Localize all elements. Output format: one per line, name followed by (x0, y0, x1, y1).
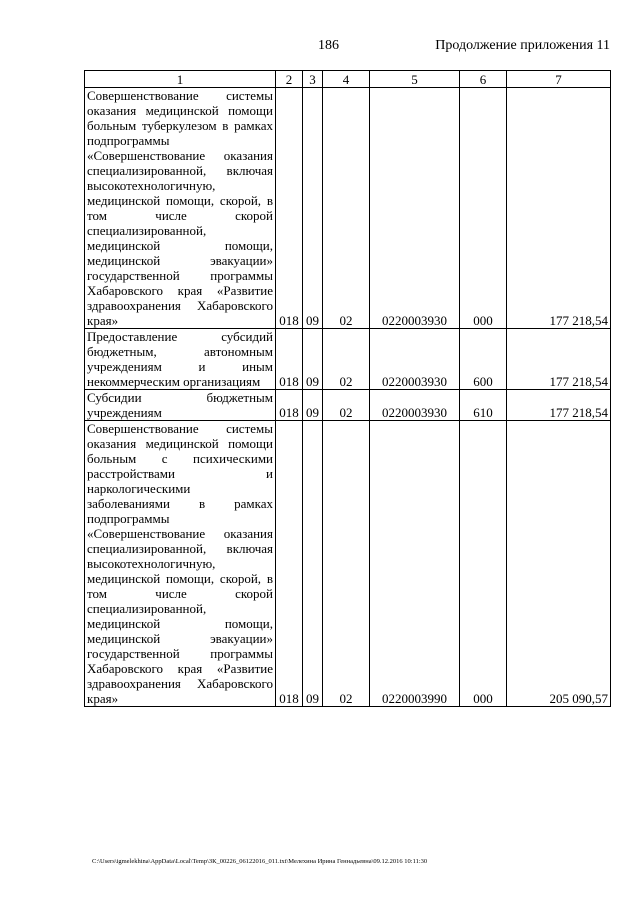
col-header-5: 5 (370, 71, 460, 88)
row-target-code: 0220003930 (370, 88, 460, 329)
row-section-code: 09 (303, 88, 323, 329)
row-name: Совершенствование системы оказания медицинской помощи больным туберкулезом в рамках подпрограммы «Совершенствование оказания специализированной, включая высокотехнологичную, медицинской помощи, скорой, в том числе скорой специализированной, медицинской помощи, медицинской эвакуации» государственной программы Хабаровского края «Развитие здравоохранения Хабаровского края» (85, 88, 276, 329)
page-number: 186 (318, 38, 339, 53)
table-row (85, 421, 611, 707)
row-expense-type: 600 (460, 329, 507, 390)
row-expense-type: 000 (460, 88, 507, 329)
row-subsection-code: 02 (323, 88, 370, 329)
col-header-6: 6 (460, 71, 507, 88)
row-name: Субсидии бюджетным учреждениям (85, 390, 276, 421)
row-target-code: 0220003930 (370, 390, 460, 421)
row-target-code: 0220003990 (370, 421, 460, 707)
row-subsection-code: 02 (323, 421, 370, 707)
row-expense-type: 000 (460, 421, 507, 707)
row-expense-type: 610 (460, 390, 507, 421)
table-row (85, 390, 611, 421)
row-subsection-code: 02 (323, 390, 370, 421)
row-section-code: 09 (303, 329, 323, 390)
row-name: Совершенствование системы оказания медицинской помощи больным с психическими расстройствами и наркологическими заболеваниями в рамках подпрограммы «Совершенствование оказания специализированной, включая высокотехнологичную, медицинской помощи, скорой, в том числе скорой специализированной, медицинской помощи, медицинской эвакуации» государственной программы Хабаровского края «Развитие здравоохранения Хабаровского края» (85, 421, 276, 707)
col-header-1: 1 (85, 71, 276, 88)
col-header-4: 4 (323, 71, 370, 88)
row-amount: 177 218,54 (507, 88, 611, 329)
row-amount: 177 218,54 (507, 390, 611, 421)
row-ministry-code: 018 (276, 390, 303, 421)
budget-table (84, 70, 611, 707)
header-row (85, 71, 611, 88)
row-ministry-code: 018 (276, 329, 303, 390)
row-subsection-code: 02 (323, 329, 370, 390)
table-row (85, 88, 611, 329)
row-target-code: 0220003930 (370, 329, 460, 390)
row-ministry-code: 018 (276, 421, 303, 707)
table-row (85, 329, 611, 390)
footer-path: C:\Users\igmelekhina\AppData\Local\Temp\ЗК_00226_06122016_011.txt\Мелехина Ирина Геннадьевна\09.12.2016 10:11:30 (92, 858, 428, 865)
row-section-code: 09 (303, 390, 323, 421)
col-header-3: 3 (303, 71, 323, 88)
row-amount: 177 218,54 (507, 329, 611, 390)
col-header-2: 2 (276, 71, 303, 88)
col-header-7: 7 (507, 71, 611, 88)
continuation-label: Продолжение приложения 11 (435, 38, 610, 53)
row-name: Предоставление субсидий бюджетным, автономным учреждениям и иным некоммерческим организациям (85, 329, 276, 390)
row-amount: 205 090,57 (507, 421, 611, 707)
row-section-code: 09 (303, 421, 323, 707)
row-ministry-code: 018 (276, 88, 303, 329)
